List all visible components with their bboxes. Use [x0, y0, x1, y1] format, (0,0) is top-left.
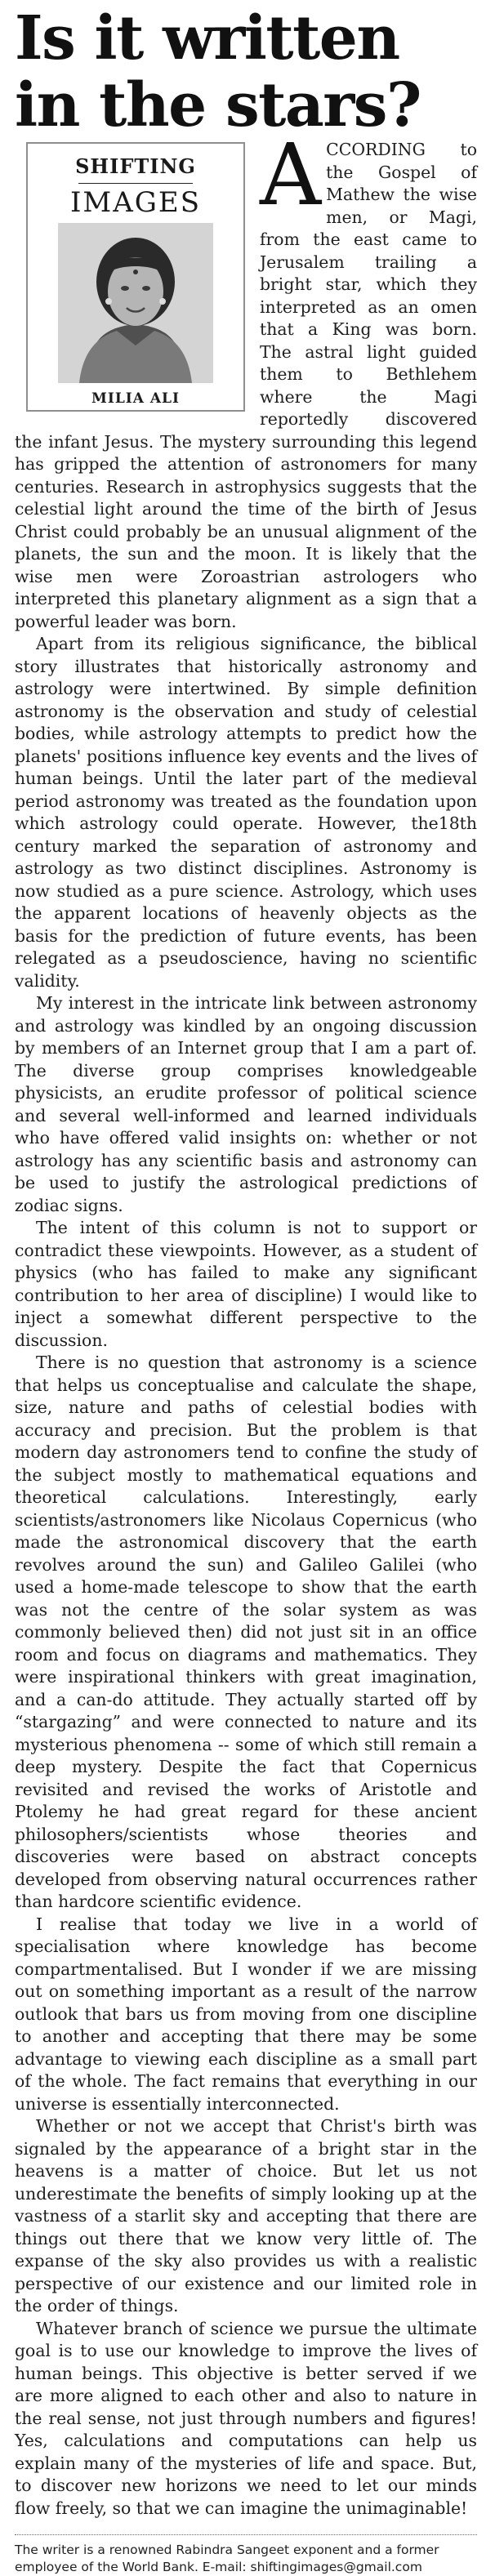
paragraph-5: There is no question that astronomy is a science that helps us conceptualise and calculate the shape, size, nature and paths of celestial bodies with accuracy and precision. But the problem is that modern day astronomers tend to confine the study of the subject mostly to mathematical equations and theoretical calculations. Interestingly, early scientists/astronomers like Nicolaus Copernicus (who made the astronomical discovery that the earth revolves around the sun) and Galileo Galilei (who used a home-made telescope to show that the earth was not the centre of the solar system as was commonly believed then) did not just sit in an office room and focus on diagrams and mathematics. They were inspirational thinkers with great imagination, and a can-do attitude. They actually started off by “stargazing” and were connected to nature and its mysterious phenomena -- some of which still remain a deep mystery. Despite the fact that Copernicus revisited and revised the works of Aristotle and Ptolemy he had great regard for these ancient philosophers/scientists whose theories and discoveries were based on abstract concepts developed from observing natural occurrences rather than hardcore scientific evidence.	[15, 1353, 477, 1911]
paragraph-7: Whether or not we accept that Christ's birth was signaled by the appearance of a bright star in the heavens is a matter of choice. But let us not underestimate the benefits of simply looking up at the vastness of a starlit sky and accepting that there are things out there that we know very little of. The expanse of the sky also provides us with a realistic perspective of our existence and our limited role in the order of things.	[15, 2116, 477, 2315]
column-title-line1: SHIFTING	[75, 154, 196, 178]
paragraph-6: I realise that today we live in a world of specialisation where knowledge has become compartmentalised. But I wonder if we are missing out on something important as a result of the narrow outlook that bars us from moving from one discipline to another and accepting that there may be some advantage to viewing each discipline as a small part of the whole. The fact remains that everything in our universe is essentially interconnected.	[15, 1914, 477, 2114]
headline: Is it written in the stars?	[15, 3, 421, 140]
paragraph-1-text: CCORDING to the Gospel of Mathew the wise men, or Magi, from the east came to Jerusalem trailing a bright star, which they interpreted as an omen that a King was born. The astral light guided them to Bethlehem where the Magi reportedly discovered the infant Jesus. The mystery surrounding this legend has gripped the attention of astronomers for many centuries. Research in astrophysics suggests that the celestial light around the time of the birth of Jesus Christ could probably be an unusual alignment of the planets, the sun and the moon. It is likely that the wise men were Zoroastrian astrologers who interpreted this planetary alignment as a sign that a powerful leader was born.	[15, 140, 477, 631]
column-title-line2: IMAGES	[69, 185, 202, 219]
column-title-rule	[78, 183, 193, 184]
paragraph-3: My interest in the intricate link between astronomy and astrology was kindled by an ongoing discussion by members of an Internet group that I am a part of. The diverse group comprises knowledgeable physicists, an erudite professor of political science and several well-informed and learned individuals who have offered valid insights on: whether or not astrology has any scientific basis and astronomy can be used to justify the astrological predictions of zodiac signs.	[15, 993, 477, 1215]
author-name: MILIA ALI	[91, 390, 180, 407]
paragraph-2: Apart from its religious significance, the biblical story illustrates that historically astronomy and astrology were intertwined. By simple definition astronomy is the observation and study of celestial bodies, while astrology attempts to predict how the planets' positions influence key events and the lives of human beings. Until the later part of the medieval period astronomy was treated as the foundation upon which astrology could operate. However, the18th century marked the separation of astronomy and astrology as two distinct disciplines. Astronomy is now studied as a pure science. Astrology, which uses the apparent locations of heavenly objects as the basis for the prediction of future events, has been relegated as a pseudoscience, having no scientific validity.	[15, 634, 477, 991]
author-bio-footer: The writer is a renowned Rabindra Sangeet exponent and a former employee of the World Bank. E-mail: shiftingimages@gmail.com	[15, 2543, 439, 2574]
author-portrait	[58, 223, 213, 383]
drop-cap: A	[260, 125, 322, 225]
column-logo-box	[26, 142, 245, 412]
paragraph-4: The intent of this column is not to support or contradict these viewpoints. However, as a student of physics (who has failed to make any significant contribution to her area of discipline) I would like to inject a somewhat different perspective to the discussion.	[15, 1218, 477, 1350]
footer-divider	[15, 2534, 477, 2535]
paragraph-8: Whatever branch of science we pursue the ultimate goal is to use our knowledge to improve the lives of human beings. This objective is better served if we are more aligned to each other and also to nature in the real sense, not just through numbers and figures! Yes, calculations and computations can help us explain many of the mysteries of life and space. But, to discover new horizons we need to let our minds flow freely, so that we can imagine the unimaginable!	[15, 2318, 477, 2518]
article-body	[15, 125, 477, 2520]
